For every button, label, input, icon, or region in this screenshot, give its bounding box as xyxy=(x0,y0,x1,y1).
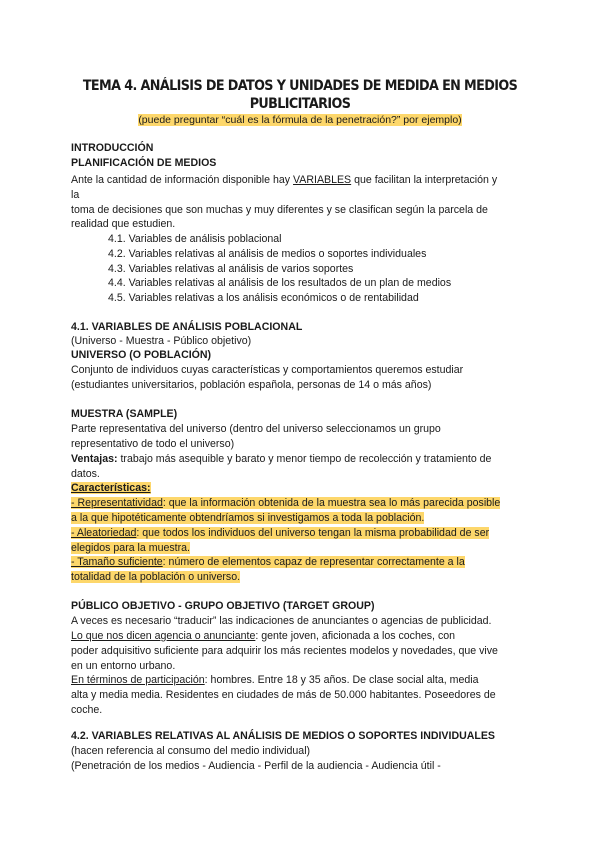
highlight-line: elegidos para la muestra. xyxy=(71,542,190,554)
heading-introduccion: INTRODUCCIÓN xyxy=(71,142,154,154)
heading-4-1: 4.1. VARIABLES DE ANÁLISIS POBLACIONAL xyxy=(71,321,303,333)
document-title: TEMA 4. ANÁLISIS DE DATOS Y UNIDADES DE MEDIDA EN MEDIOS xyxy=(82,78,518,94)
section-subtitle: (Universo - Muestra - Público objetivo) xyxy=(71,335,252,347)
paragraph-line: en un entorno urbano. xyxy=(71,660,176,672)
paragraph-line: En términos de participación: hombres. Entre 18 y 35 años. De clase social alta, media xyxy=(71,674,479,686)
paragraph-line: representativo de todo el universo) xyxy=(71,438,235,450)
list-item: 4.5. Variables relativas a los análisis económicos o de rentabilidad xyxy=(108,292,419,304)
paragraph-line: (estudiantes universitarios, población española, personas de 14 o más años) xyxy=(71,379,432,391)
paragraph-line: (Penetración de los medios - Audiencia - Perfil de la audiencia - Audiencia útil - xyxy=(71,760,441,772)
document-title-line2: PUBLICITARIOS xyxy=(249,96,351,112)
list-item: 4.2. Variables relativas al análisis de medios o soportes individuales xyxy=(108,248,427,260)
heading-universo: UNIVERSO (O POBLACIÓN) xyxy=(71,349,212,361)
heading-publico-objetivo: PÚBLICO OBJETIVO - GRUPO OBJETIVO (TARGET GROUP) xyxy=(71,600,375,612)
intro-paragraph-line: realidad que estudien. xyxy=(71,218,176,230)
paragraph-line: Conjunto de individuos cuyas características y comportamientos queremos estudiar xyxy=(71,364,464,376)
paragraph-line: coche. xyxy=(71,704,103,716)
paragraph-line: datos. xyxy=(71,468,100,480)
intro-paragraph-line: la xyxy=(71,189,80,201)
highlight-line: - Aleatoriedad: que todos los individuos del universo tengan la misma probabilidad de ser xyxy=(71,527,490,539)
list-item: 4.3. Variables relativas al análisis de varios soportes xyxy=(108,263,354,275)
intro-paragraph: Ante la cantidad de información disponible hay VARIABLES que facilitan la interpretación y xyxy=(71,174,498,186)
list-item: 4.4. Variables relativas al análisis de los resultados de un plan de medios xyxy=(108,277,452,289)
paragraph-line: alta y media media. Residentes en ciudades de más de 50.000 habitantes. Poseedores de xyxy=(71,689,496,701)
highlight-line: totalidad de la población o universo. xyxy=(71,571,241,583)
intro-paragraph-line: toma de decisiones que son muchas y muy diferentes y se clasifican según la parcela de xyxy=(71,204,488,216)
paragraph-line: Parte representativa del universo (dentro del universo seleccionamos un grupo xyxy=(71,423,441,435)
title-note: (puede preguntar “cuál es la fórmula de la penetración?” por ejemplo) xyxy=(138,114,462,126)
ventajas-line: Ventajas: trabajo más asequible y barato y menor tiempo de recolección y tratamiento de xyxy=(71,453,492,465)
paragraph-line: (hacen referencia al consumo del medio individual) xyxy=(71,745,311,757)
highlight-line: a la que hipotéticamente obtendríamos si investigamos a toda la población. xyxy=(71,512,425,524)
highlight-line: - Tamaño suficiente: número de elementos capaz de representar correctamente a la xyxy=(71,556,465,568)
heading-muestra: MUESTRA (SAMPLE) xyxy=(71,408,178,420)
heading-planificacion: PLANIFICACIÓN DE MEDIOS xyxy=(71,157,217,169)
heading-caracteristicas: Características: xyxy=(71,482,151,494)
paragraph-line: poder adquisitivo suficiente para adquirir los más recientes modelos y novedades, que vive xyxy=(71,645,498,657)
highlight-line: - Representatividad: que la información obtenida de la muestra sea lo más parecida posible xyxy=(71,497,501,509)
list-item: 4.1. Variables de análisis poblacional xyxy=(108,233,282,245)
paragraph-line: Lo que nos dicen agencia o anunciante: gente joven, aficionada a los coches, con xyxy=(71,630,456,642)
paragraph-line: A veces es necesario “traducir” las indicaciones de anunciantes o agencias de publicidad. xyxy=(71,615,492,627)
heading-4-2: 4.2. VARIABLES RELATIVAS AL ANÁLISIS DE MEDIOS O SOPORTES INDIVIDUALES xyxy=(71,730,495,742)
